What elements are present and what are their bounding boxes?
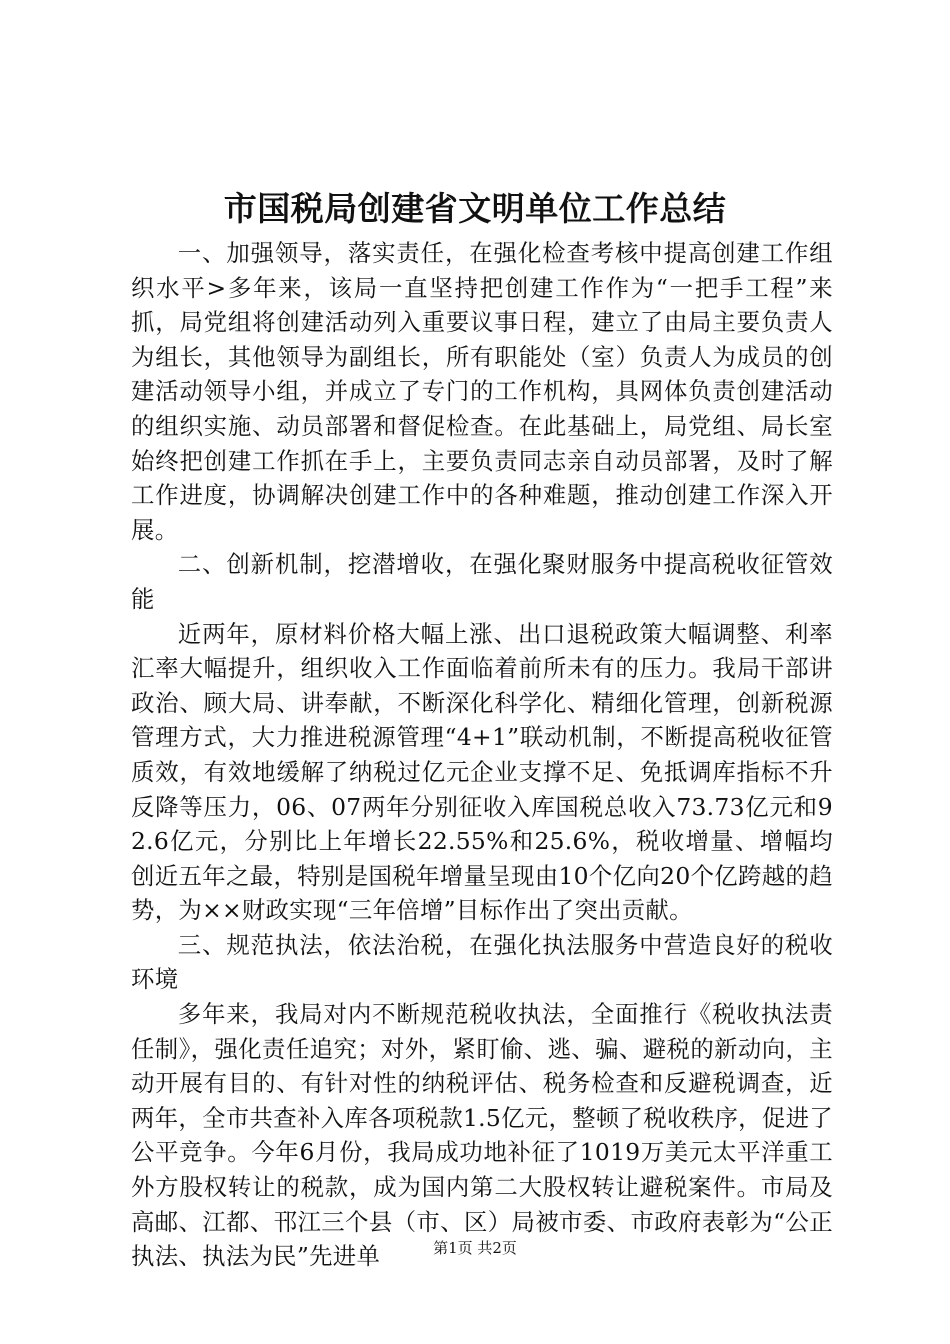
- paragraph-5: 多年来，我局对内不断规范税收执法，全面推行《税收执法责任制》，强化责任追究；对外，紧盯偷、逃、骗、避税的新动向，主动开展有目的、有针对性的纳税评估、税务检查和反避税调查，近两年，全市共查补入库各项税款1.5亿元，整顿了税收秩序，促进了公平竞争。今年6月份，我局成功地补征了1019万美元太平洋重工外方股权转让的税款，成为国内第二大股权转让避税案件。市局及高邮、江都、邗江三个县（市、区）局被市委、市政府表彰为“公正执法、执法为民”先进单: [131, 1000, 833, 1271]
- paragraph-4-heading: 三、规范执法，依法治税，在强化执法服务中营造良好的税收环境: [131, 930, 833, 994]
- document-title: 市国税局创建省文明单位工作总结: [223, 189, 727, 228]
- document-body: [131, 236, 833, 1274]
- page-footer: 第1页 共2页: [433, 1239, 517, 1257]
- paragraph-1: 一、加强领导，落实责任，在强化检查考核中提高创建工作组织水平>多年来，该局一直坚持把创建工作作为“一把手工程”来抓，局党组将创建活动列入重要议事日程，建立了由局主要负责人为组长，其他领导为副组长，所有职能处（室）负责人为成员的创建活动领导小组，并成立了专门的工作机构，具网体负责创建活动的组织实施、动员部署和督促检查。在此基础上，局党组、局长室始终把创建工作抓在手上，主要负责同志亲自动员部署，及时了解工作进度，协调解决创建工作中的各种难题，推动创建工作深入开展。: [131, 239, 833, 544]
- paragraph-3: 近两年，原材料价格大幅上涨、出口退税政策大幅调整、利率汇率大幅提升，组织收入工作面临着前所未有的压力。我局干部讲政治、顾大局、讲奉献，不断深化科学化、精细化管理，创新税源管理方式，大力推进税源管理“4+1”联动机制，不断提高税收征管质效，有效地缓解了纳税过亿元企业支撑不足、免抵调库指标不升反降等压力，06、07两年分别征收入库国税总收入73.73亿元和92.6亿元，分别比上年增长22.55%和25.6%，税收增量、增幅均创近五年之最，特别是国税年增量呈现由10个亿向20个亿跨越的趋势，为××财政实现“三年倍增”目标作出了突出贡献。: [131, 619, 833, 925]
- paragraph-2-heading: 二、创新机制，挖潜增收，在强化聚财服务中提高税收征管效能: [131, 550, 833, 613]
